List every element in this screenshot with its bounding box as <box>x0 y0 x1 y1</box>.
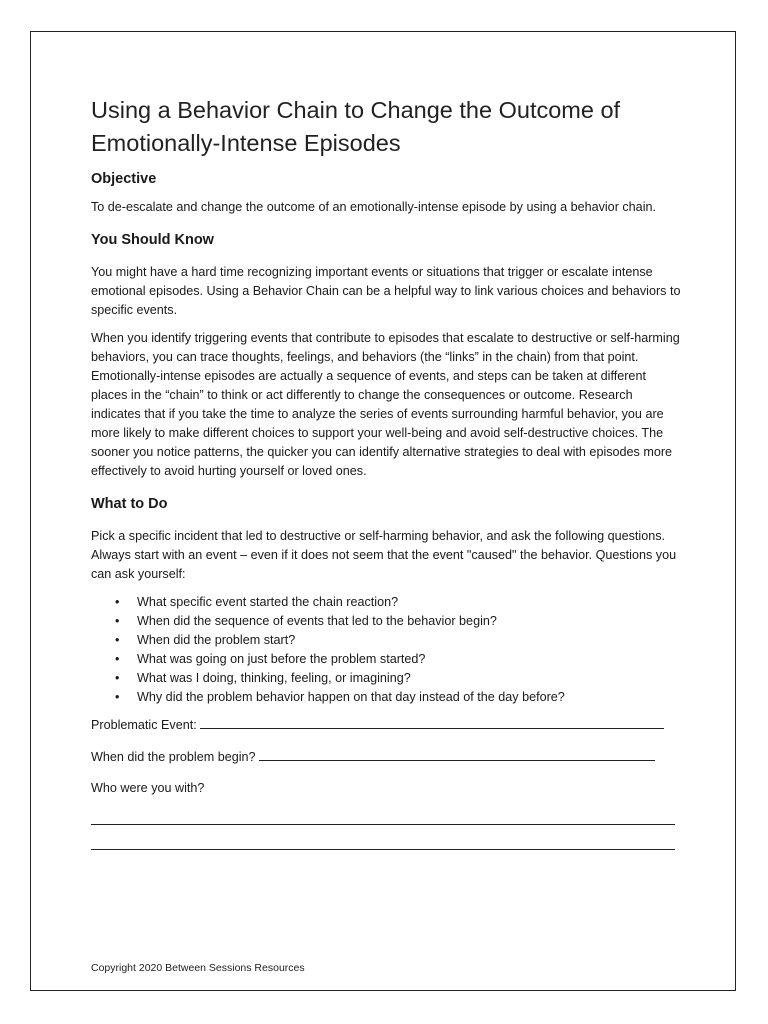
know-paragraph-1: You might have a hard time recognizing important events or situations that trigger or escalate intense emotional episodes. Using a Behavior Chain can be a helpful way to link various choices and behaviors to specific events. <box>91 265 681 317</box>
list-item: • What was I doing, thinking, feeling, or imagining? <box>137 669 681 688</box>
what-to-do-intro: Pick a specific incident that led to destructive or self-harming behavior, and ask the following questions. Always start with an event – even if it does not seem that the event "caused" the behavior. Questions you can ask yourself: <box>91 529 677 581</box>
who-with-label: Who were you with? <box>91 781 205 795</box>
list-item: • What specific event started the chain reaction? <box>137 593 681 612</box>
you-should-know-heading: You Should Know <box>91 232 214 248</box>
bullet-icon: • <box>115 690 120 704</box>
who-with-field <box>91 779 681 798</box>
answer-line-1[interactable] <box>91 824 675 825</box>
problematic-event-label: Problematic Event: <box>91 718 197 732</box>
page-title <box>91 94 681 160</box>
title-line-2: Emotionally-Intense Episodes <box>91 130 401 156</box>
problematic-event-line[interactable] <box>200 715 664 729</box>
objective-heading: Objective <box>91 171 157 187</box>
question-list <box>91 593 681 707</box>
bullet-icon: • <box>115 671 120 685</box>
objective-text: To de-escalate and change the outcome of an emotionally-intense episode by using a behavior chain. <box>91 200 656 214</box>
list-item: • When did the problem start? <box>137 631 681 650</box>
list-item: • Why did the problem behavior happen on that day instead of the day before? <box>137 688 681 707</box>
answer-line-2[interactable] <box>91 849 675 850</box>
problem-begin-line[interactable] <box>259 747 655 761</box>
know-paragraph-2: When you identify triggering events that contribute to episodes that escalate to destructive or self-harming behaviors, you can trace thoughts, feelings, and behaviors (the “links” in the chain) from that point. Emotionally-intense episodes are actually a sequence of events, and steps can be taken at different places in the “chain” to think or act differently to change the consequences or outcome. Research indicates that if you take the time to analyze the series of events surrounding harmful behavior, you are more likely to make different choices to support your well-being and avoid self-destructive choices. The sooner you notice patterns, the quicker you can identify alternative strategies to deal with episodes more effectively to avoid hurting yourself or loved ones. <box>91 331 680 478</box>
problem-begin-field[interactable] <box>91 747 681 767</box>
worksheet-page <box>30 31 736 991</box>
bullet-icon: • <box>115 633 120 647</box>
bullet-icon: • <box>115 595 120 609</box>
problem-begin-label: When did the problem begin? <box>91 750 256 764</box>
title-line-1: Using a Behavior Chain to Change the Outcome of <box>91 97 621 123</box>
worksheet-content <box>91 94 681 874</box>
list-item: • What was going on just before the problem started? <box>137 650 681 669</box>
problematic-event-field[interactable] <box>91 715 681 735</box>
copyright-footer: Copyright 2020 Between Sessions Resources <box>91 962 305 974</box>
bullet-icon: • <box>115 614 120 628</box>
list-item: • When did the sequence of events that led to the behavior begin? <box>137 612 681 631</box>
what-to-do-heading: What to Do <box>91 496 168 512</box>
bullet-icon: • <box>115 652 120 666</box>
